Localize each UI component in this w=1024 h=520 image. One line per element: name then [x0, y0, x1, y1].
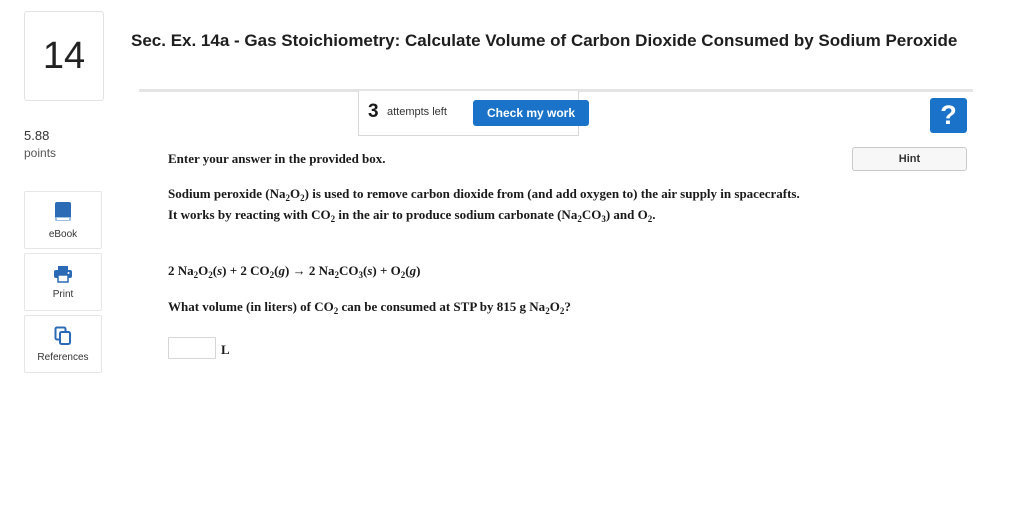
- problem-paragraph: Sodium peroxide $(Na_2O_2)$ is used to remove carbon dioxide from (and add oxygen to) the air supply in spacecrafts. It works by reacting with $CO_2$ in the air to produce sodium carbonate $(Na_2CO_3)$ and $O_2$.: [168, 186, 800, 224]
- print-button[interactable]: [24, 253, 102, 311]
- question-number: 14: [24, 11, 104, 101]
- question-text: What volume (in liters) of $CO_2$ can be consumed at STP by 815 g $Na_2O_2$?: [168, 299, 571, 316]
- copy-pages-icon: [54, 326, 72, 346]
- chemical-equation: 2 $Na_2O_2(s) + 2$ $CO_2(g) \to 2$ $Na_2CO_3(s) + O_2(g)$: [168, 263, 421, 280]
- answer-input[interactable]: [168, 337, 216, 359]
- book-icon: [54, 201, 72, 223]
- references-button[interactable]: [24, 315, 102, 373]
- instruction-text: Enter your answer in the provided box.: [168, 151, 386, 166]
- answer-unit: L: [221, 342, 230, 357]
- points-label: points: [24, 146, 57, 160]
- print-label: Print: [52, 288, 74, 300]
- check-my-work-button[interactable]: Check my work: [473, 100, 589, 126]
- help-icon[interactable]: ?: [930, 98, 967, 133]
- page-title: Sec. Ex. 14a - Gas Stoichiometry: Calculate Volume of Carbon Dioxide Consumed by Sodium Peroxide: [131, 31, 958, 50]
- points-value: 5.88: [24, 128, 50, 143]
- attempts-count: 3: [368, 101, 379, 122]
- attempts-label: attempts left: [387, 106, 447, 118]
- ebook-label: eBook: [48, 228, 78, 240]
- printer-icon: [53, 265, 73, 283]
- ebook-button[interactable]: [24, 191, 102, 249]
- references-label: References: [37, 351, 89, 363]
- hint-button[interactable]: Hint: [852, 147, 967, 171]
